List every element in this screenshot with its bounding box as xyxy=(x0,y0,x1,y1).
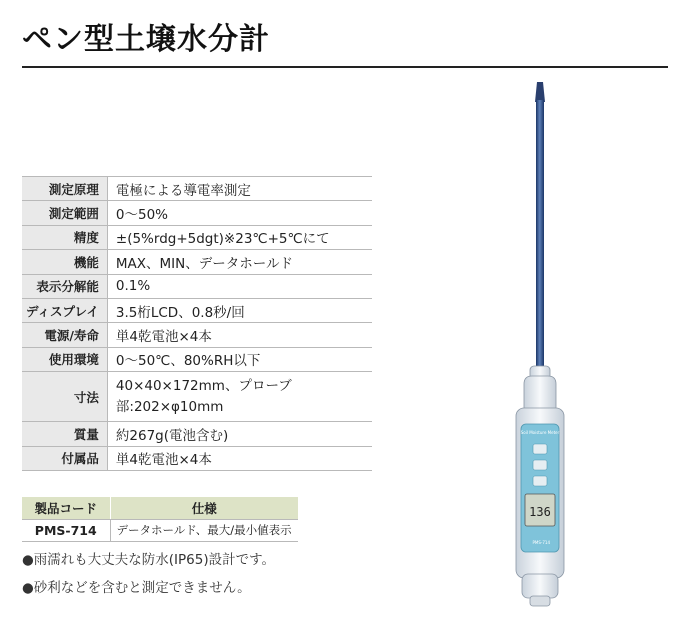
spec-value: 0～50% xyxy=(115,207,168,224)
spec-value: MAX、MIN、データホールド xyxy=(115,255,293,272)
spec-value: 0～50℃、80%RH以下 xyxy=(115,353,261,370)
spec-value: 電極による導電率測定 xyxy=(115,182,251,199)
spec-row xyxy=(22,422,372,446)
spec-label: 機能 xyxy=(22,250,107,274)
spec-row xyxy=(22,347,372,371)
product-code-header: 製品コード xyxy=(22,497,110,519)
spec-label: 寸法 xyxy=(22,372,107,422)
spec-row xyxy=(22,225,372,249)
spec-label: 精度 xyxy=(22,225,107,249)
spec-value: 単4乾電池×4本 xyxy=(115,329,212,346)
note-gravel: ●砂利などを含むと測定できません。 xyxy=(22,580,251,596)
spec-label: 測定範囲 xyxy=(22,201,107,225)
spec-label: 付属品 xyxy=(22,446,107,470)
spec-label: 質量 xyxy=(22,422,107,446)
spec-row xyxy=(22,372,372,422)
meter-model-label: PMS-714 xyxy=(532,540,550,545)
spec-row xyxy=(22,274,372,298)
meter-panel xyxy=(521,424,559,552)
spec-row xyxy=(22,177,372,201)
product-spec: データホールド、最大/最小値表示 xyxy=(110,519,298,541)
spec-row xyxy=(22,298,372,322)
spec-value: 0.1% xyxy=(115,278,151,295)
meter-button-3 xyxy=(533,476,547,486)
meter-button-1 xyxy=(533,444,547,454)
probe-tip xyxy=(535,82,545,102)
spec-value: 40×40×172mm、プローブ部:202×φ10mm xyxy=(115,377,292,415)
spec-label: 測定原理 xyxy=(22,177,107,201)
spec-row xyxy=(22,323,372,347)
meter-button-2 xyxy=(533,460,547,470)
spec-row xyxy=(22,201,372,225)
spec-row xyxy=(22,446,372,470)
meter-lcd-reading: 136 xyxy=(529,505,551,519)
meter-base xyxy=(522,574,558,598)
spec-value: 約267g(電池含む) xyxy=(115,427,229,444)
table-row xyxy=(22,519,298,541)
spec-label: 電源/寿命 xyxy=(22,323,107,347)
spec-label: 表示分解能 xyxy=(22,274,107,298)
spec-row xyxy=(22,250,372,274)
spec-label: ディスプレイ xyxy=(22,298,107,322)
product-spec-header: 仕様 xyxy=(110,497,298,519)
meter-cap xyxy=(530,596,550,606)
title-divider xyxy=(22,66,668,68)
spec-value: 3.5桁LCD、0.8秒/回 xyxy=(115,304,245,321)
product-code: PMS-714 xyxy=(22,519,110,541)
spec-table xyxy=(22,176,372,471)
product-table xyxy=(22,497,298,542)
probe-rod xyxy=(536,100,544,370)
soil-moisture-meter-image xyxy=(500,78,580,618)
page-title: ペン型土壌水分計 xyxy=(22,22,270,57)
spec-value: 単4乾電池×4本 xyxy=(115,452,212,469)
meter-brand-label: Soil Moisture Meter xyxy=(520,430,560,435)
note-waterproof: ●雨濡れも大丈夫な防水(IP65)設計です。 xyxy=(22,552,276,568)
spec-value: ±(5%rdg+5dgt)※23℃+5℃にて xyxy=(115,231,330,248)
spec-label: 使用環境 xyxy=(22,347,107,371)
